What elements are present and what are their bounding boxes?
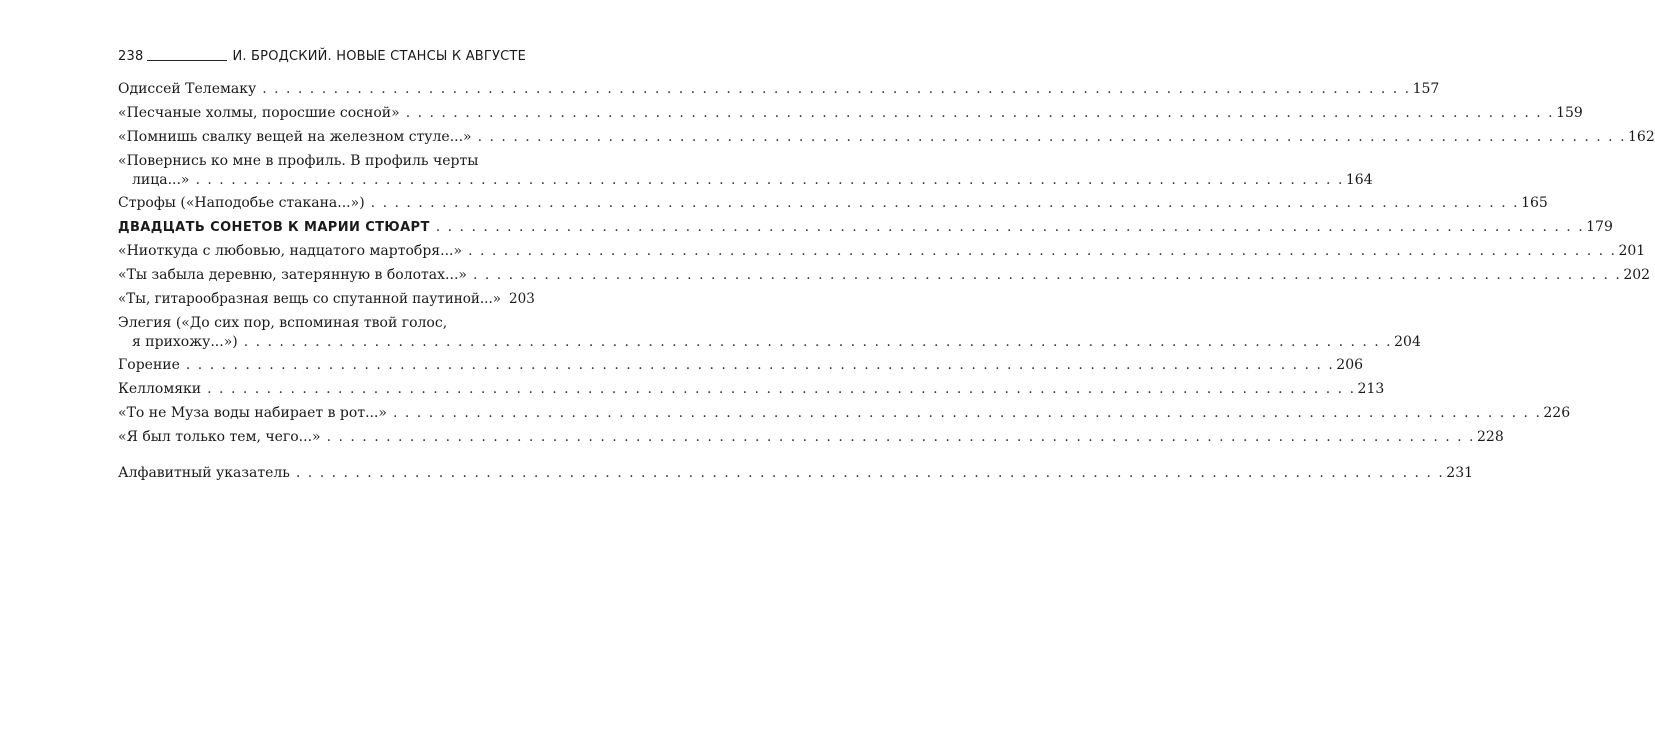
toc-entry-page: 157 bbox=[1412, 81, 1440, 97]
toc-entry-title-line1: «Повернись ко мне в профиль. В профиль черты bbox=[118, 153, 479, 169]
dot-leader: . . . . . . . . . . . . . . . . . . . . . . . . . . . . . . . . . . . . . . . . . . . . . . . . . . . . . . . . . . . . . . . . . . . . . . . . . . . . . . . . . . . . . . . . . . . . . . . . . bbox=[405, 105, 1555, 121]
toc-entry-title: ДВАДЦАТЬ СОНЕТОВ К МАРИИ СТЮАРТ bbox=[118, 220, 430, 235]
toc-entry-title: «Помнишь свалку вещей на железном стуле...» bbox=[118, 129, 472, 145]
toc-entry bbox=[118, 428, 1504, 447]
toc-entry-page: 228 bbox=[1477, 429, 1504, 445]
toc-entry-page: 226 bbox=[1543, 405, 1571, 421]
toc-entry-page: 204 bbox=[1394, 334, 1421, 350]
toc-entry-title: «Я был только тем, чего...» bbox=[118, 429, 321, 445]
dot-leader: . . . . . . . . . . . . . . . . . . . . . . . . . . . . . . . . . . . . . . . . . . . . . . . . . . . . . . . . . . . . . . . . . . . . . . . . . . . . . . . . . . . . . . . . . . . . . . . . . bbox=[185, 357, 1335, 373]
dot-leader: . . . . . . . . . . . . . . . . . . . . . . . . . . . . . . . . . . . . . . . . . . . . . . . . . . . . . . . . . . . . . . . . . . . . . . . . . . . . . . . . . . . . . . . . . . . . . . . . . bbox=[262, 81, 1411, 97]
toc-entry-title: Келломяки bbox=[118, 381, 202, 397]
toc-entry-title: «Ты, гитарообразная вещь со спутанной паутиной...» bbox=[118, 291, 502, 307]
toc-entry bbox=[118, 290, 535, 309]
dot-leader: . . . . . . . . . . . . . . . . . . . . . . . . . . . . . . . . . . . . . . . . . . . . . . . . . . . . . . . . . . . . . . . . . . . . . . . . . . . . . . . . . . . . . . . . . . . . . . . . . bbox=[207, 381, 1356, 397]
toc-entry bbox=[118, 128, 1655, 147]
toc-entry bbox=[118, 194, 1548, 213]
toc-entry-page: 231 bbox=[1446, 465, 1474, 481]
toc-entry bbox=[118, 356, 1364, 375]
toc-entry-page: 159 bbox=[1556, 105, 1583, 121]
dot-leader: . . . . . . . . . . . . . . . . . . . . . . . . . . . . . . . . . . . . . . . . . . . . . . . . . . . . . . . . . . . . . . . . . . . . . . . . . . . . . . . . . . . . . . . . . . . . . . . . . bbox=[243, 334, 1393, 350]
toc-entry bbox=[118, 80, 1440, 99]
toc-entry-title: «Песчаные холмы, поросшие сосной» bbox=[118, 105, 400, 121]
toc-entry bbox=[118, 404, 1571, 423]
toc-entry-title: Одиссей Телемаку bbox=[118, 81, 257, 97]
dot-leader: . . . . . . . . . . . . . . . . . . . . . . . . . . . . . . . . . . . . . . . . . . . . . . . . . . . . . . . . . . . . . . . . . . . . . . . . . . . . . . . . . . . . . . . . . . . . . . . . . bbox=[326, 429, 1475, 445]
dot-leader: . . . . . . . . . . . . . . . . . . . . . . . . . . . . . . . . . . . . . . . . . . . . . . . . . . . . . . . . . . . . . . . . . . . . . . . . . . . . . . . . . . . . . . . . . . . . . . . . . bbox=[393, 405, 1542, 421]
toc-entry-page: 164 bbox=[1345, 172, 1373, 188]
toc-entry bbox=[118, 380, 1385, 399]
dot-leader: . . . . . . . . . . . . . . . . . . . . . . . . . . . . . . . . . . . . . . . . . . . . . . . . . . . . . . . . . . . . . . . . . . . . . . . . . . . . . . . . . . . . . . . . . . . . . . . . . bbox=[468, 243, 1617, 259]
toc-entry-title: лица...» bbox=[132, 172, 190, 188]
dot-leader: . . . . . . . . . . . . . . . . . . . . . . . . . . . . . . . . . . . . . . . . . . . . . . . . . . . . . . . . . . . . . . . . . . . . . . . . . . . . . . . . . . . . . . . . . . . . . . . . . bbox=[295, 465, 1445, 481]
toc-entry-page: 213 bbox=[1357, 381, 1385, 397]
toc-entry bbox=[118, 242, 1646, 261]
toc-entry-page: 179 bbox=[1586, 219, 1613, 235]
toc-entry bbox=[118, 314, 1421, 352]
dot-leader: . . . . . . . . . . . . . . . . . . . . . . . . . . . . . . . . . . . . . . . . . . . . . . . . . . . . . . . . . . . . . . . . . . . . . . . . . . . . . . . . . . . . . . . . . . . . . . . . . bbox=[370, 195, 1520, 211]
toc-entry-page: 162 bbox=[1628, 129, 1655, 145]
toc-entry-title: Горение bbox=[118, 357, 180, 373]
toc-entry-page: 202 bbox=[1623, 267, 1651, 283]
dot-leader: . . . . . . . . . . . . . . . . . . . . . . . . . . . . . . . . . . . . . . . . . . . . . . . . . . . . . . . . . . . . . . . . . . . . . . . . . . . . . . . . . . . . . . . . . . . . . . . . . bbox=[435, 219, 1585, 235]
toc-entry bbox=[118, 104, 1583, 123]
toc-entry-title: Алфавитный указатель bbox=[118, 465, 290, 481]
running-header bbox=[118, 44, 526, 64]
toc-entry-title: «Ты забыла деревню, затерянную в болотах...» bbox=[118, 267, 467, 283]
header-rule bbox=[147, 60, 227, 61]
toc-entry-title-line1: Элегия («До сих пор, вспоминая твой голос, bbox=[118, 315, 448, 331]
toc-entry-title: «То не Муза воды набирает в рот...» bbox=[118, 405, 387, 421]
toc-entry bbox=[118, 464, 1474, 483]
running-title: И. БРОДСКИЙ. НОВЫЕ СТАНСЫ К АВГУСТЕ bbox=[232, 49, 526, 64]
toc-entry-page: 165 bbox=[1521, 195, 1548, 211]
page-number: 238 bbox=[118, 49, 144, 64]
toc-entry-title: я прихожу...») bbox=[132, 334, 238, 350]
toc-entry-page: 201 bbox=[1618, 243, 1646, 259]
toc-entry-title: «Ниоткуда с любовью, надцатого мартобря...» bbox=[118, 243, 463, 259]
toc-entry-page: 206 bbox=[1336, 357, 1364, 373]
dot-leader: . . . . . . . . . . . . . . . . . . . . . . . . . . . . . . . . . . . . . . . . . . . . . . . . . . . . . . . . . . . . . . . . . . . . . . . . . . . . . . . . . . . . . . . . . . . . . . . . . bbox=[195, 172, 1344, 188]
toc-entry-title: Строфы («Наподобье стакана...») bbox=[118, 195, 365, 211]
dot-leader: . . . . . . . . . . . . . . . . . . . . . . . . . . . . . . . . . . . . . . . . . . . . . . . . . . . . . . . . . . . . . . . . . . . . . . . . . . . . . . . . . . . . . . . . . . . . . . . . . bbox=[472, 267, 1622, 283]
toc-entry bbox=[118, 266, 1651, 285]
dot-leader: . . . . . . . . . . . . . . . . . . . . . . . . . . . . . . . . . . . . . . . . . . . . . . . . . . . . . . . . . . . . . . . . . . . . . . . . . . . . . . . . . . . . . . . . . . . . . . . . . bbox=[477, 129, 1627, 145]
toc-entry-section bbox=[118, 218, 1613, 237]
toc-entry-page: 203 bbox=[509, 291, 535, 307]
toc-entry bbox=[118, 152, 1373, 190]
